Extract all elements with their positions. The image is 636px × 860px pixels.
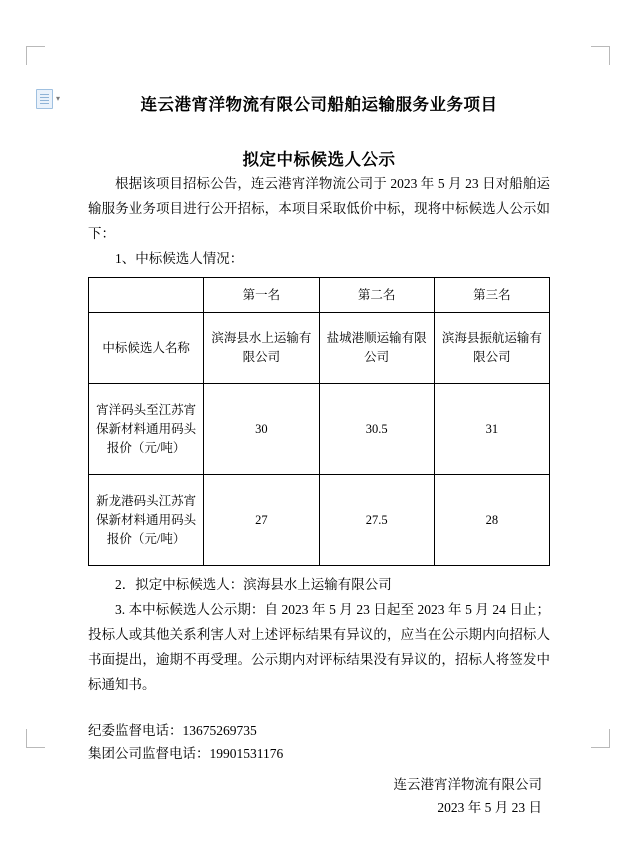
document-content (88, 86, 550, 819)
table-col-0 (89, 278, 204, 313)
row-cell: 30.5 (319, 384, 434, 475)
crop-mark-bottom-left (26, 729, 45, 748)
table-header-row (89, 278, 550, 313)
row-label: 中标候选人名称 (89, 313, 204, 384)
contact-block (88, 719, 550, 765)
group-phone: 集团公司监督电话：19901531176 (88, 746, 284, 761)
list-item-1: 1、中标候选人情况： (115, 251, 244, 266)
row-cell: 31 (434, 384, 549, 475)
row-cell: 27.5 (319, 475, 434, 566)
table-row (89, 384, 550, 475)
list-item-2: 2．拟定中标候选人：滨海县水上运输有限公司 (115, 577, 392, 592)
row-cell: 滨海县振航运输有限公司 (434, 313, 549, 384)
table-row (89, 475, 550, 566)
table-col-3: 第三名 (434, 278, 549, 313)
crop-mark-top-right (591, 46, 610, 65)
row-label: 新龙港码头江苏宵保新材料通用码头报价（元/吨） (89, 475, 204, 566)
candidates-table (88, 277, 550, 566)
crop-mark-top-left (26, 46, 45, 65)
row-label: 宵洋码头至江苏宵保新材料通用码头报价（元/吨） (89, 384, 204, 475)
document-icon-chip[interactable] (36, 89, 60, 109)
row-cell: 27 (204, 475, 319, 566)
table-col-1: 第一名 (204, 278, 319, 313)
row-cell: 滨海县水上运输有限公司 (204, 313, 319, 384)
page-title: 连云港宵洋物流有限公司船舶运输服务业务项目 (140, 95, 498, 114)
crop-mark-bottom-right (591, 729, 610, 748)
paragraph-notice: 3. 本中标候选人公示期：自 2023 年 5 月 23 日起至 2023 年 5 月 24 日止；投标人或其他关系利害人对上述评标结果有异议的，应当在公示期内向招标人书面提出，逾期不再受理。公示期内对评标结果没有异议的，招标人将签发中标通知书。 (88, 602, 550, 692)
paragraph-intro: 根据该项目招标公告，连云港宵洋物流公司于 2023 年 5 月 23 日对船舶运输服务业务项目进行公开招标，本项目采取低价中标，现将中标候选人公示如下： (88, 176, 550, 241)
page-subtitle: 拟定中标候选人公示 (242, 150, 396, 169)
table-col-2: 第二名 (319, 278, 434, 313)
row-cell: 盐城港顺运输有限公司 (319, 313, 434, 384)
row-cell: 30 (204, 384, 319, 475)
supervision-phone: 纪委监督电话：13675269735 (88, 723, 257, 738)
signature-date: 2023 年 5 月 23 日 (437, 800, 542, 815)
chevron-down-icon[interactable]: ▾ (56, 94, 61, 103)
table-row (89, 313, 550, 384)
document-icon (36, 89, 53, 109)
signer-name: 连云港宵洋物流有限公司 (393, 777, 542, 792)
row-cell: 28 (434, 475, 549, 566)
signature-block (88, 773, 550, 819)
